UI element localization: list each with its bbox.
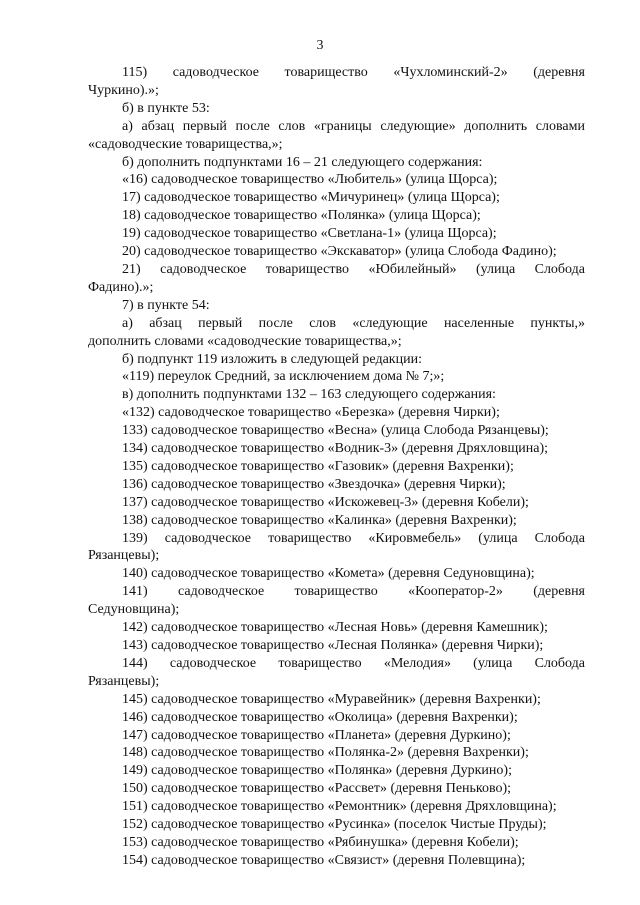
document-body bbox=[88, 64, 585, 870]
paragraph-line: 135) садоводческое товарищество «Газовик» (деревня Вахренки); bbox=[122, 458, 514, 474]
paragraph-line: «132) садоводческое товарищество «Березка» (деревня Чирки); bbox=[122, 405, 500, 421]
paragraph-line: 139) садоводческое товарищество «Кировмебель» (улица Слобода bbox=[122, 530, 585, 546]
paragraph-line: 151) садоводческое товарищество «Ремонтник» (деревня Дряхловщина); bbox=[122, 799, 557, 815]
paragraph-line: Седуновщина); bbox=[88, 602, 180, 618]
paragraph-line: Чуркино).»; bbox=[88, 82, 159, 98]
paragraph-line: 148) садоводческое товарищество «Полянка-2» (деревня Вахренки); bbox=[122, 745, 529, 761]
paragraph-line: 141) садоводческое товарищество «Кооператор-2» (деревня bbox=[122, 584, 585, 600]
paragraph-line: 149) садоводческое товарищество «Полянка» (деревня Дуркино); bbox=[122, 763, 512, 779]
paragraph-line: 134) садоводческое товарищество «Водник-3» (деревня Дряхловщина); bbox=[122, 441, 549, 457]
paragraph-line: 142) садоводческое товарищество «Лесная Новь» (деревня Камешник); bbox=[122, 620, 548, 636]
paragraph-line: «садоводческие товарищества,»; bbox=[88, 136, 283, 152]
paragraph-line: а) абзац первый после слов «следующие населенные пункты,» bbox=[122, 315, 585, 331]
paragraph-line: 144) садоводческое товарищество «Мелодия» (улица Слобода bbox=[122, 655, 585, 671]
paragraph-line: 19) садоводческое товарищество «Светлана-1» (улица Щорса); bbox=[122, 226, 497, 242]
paragraph-line: «16) садоводческое товарищество «Любитель» (улица Щорса); bbox=[122, 172, 498, 188]
paragraph-line: Рязанцевы); bbox=[88, 548, 160, 564]
paragraph-line: 140) садоводческое товарищество «Комета» (деревня Седуновщина); bbox=[122, 566, 535, 582]
paragraph-line: 138) садоводческое товарищество «Калинка» (деревня Вахренки); bbox=[122, 512, 517, 528]
paragraph-line: 133) садоводческое товарищество «Весна» (улица Слобода Рязанцевы); bbox=[122, 423, 549, 439]
paragraph-line: 154) садоводческое товарищество «Связист» (деревня Полевщина); bbox=[122, 852, 526, 868]
paragraph-line: а) абзац первый после слов «границы следующие» дополнить словами bbox=[122, 118, 585, 134]
paragraph-line: 20) садоводческое товарищество «Экскаватор» (улица Слобода Фадино); bbox=[122, 244, 557, 260]
paragraph-line: в) дополнить подпунктами 132 – 163 следующего содержания: bbox=[122, 387, 496, 403]
paragraph-line: дополнить словами «садоводческие товарищества,»; bbox=[88, 333, 402, 349]
paragraph-line: б) в пункте 53: bbox=[122, 100, 210, 116]
paragraph-line: 137) садоводческое товарищество «Искожевец-3» (деревня Кобели); bbox=[122, 494, 529, 510]
paragraph-line: «119) переулок Средний, за исключением дома № 7;»; bbox=[122, 369, 445, 385]
paragraph-line: 136) садоводческое товарищество «Звездочка» (деревня Чирки); bbox=[122, 476, 506, 492]
paragraph-line: 152) садоводческое товарищество «Русинка» (поселок Чистые Пруды); bbox=[122, 817, 547, 833]
paragraph-line: 147) садоводческое товарищество «Планета» (деревня Дуркино); bbox=[122, 727, 511, 743]
paragraph-line: 115) садоводческое товарищество «Чухломинский-2» (деревня bbox=[122, 65, 585, 80]
paragraph-line: 17) садоводческое товарищество «Мичуринец» (улица Щорса); bbox=[122, 190, 500, 206]
paragraph-line: Фадино).»; bbox=[88, 279, 154, 295]
paragraph-line: 150) садоводческое товарищество «Рассвет» (деревня Пеньково); bbox=[122, 781, 512, 797]
paragraph-line: Рязанцевы); bbox=[88, 673, 160, 689]
paragraph-line: 21) садоводческое товарищество «Юбилейный» (улица Слобода bbox=[122, 261, 585, 277]
paragraph-line: 153) садоводческое товарищество «Рябинушка» (деревня Кобели); bbox=[122, 834, 519, 850]
paragraph-line: 18) садоводческое товарищество «Полянка» (улица Щорса); bbox=[122, 208, 481, 224]
paragraph-line: 7) в пункте 54: bbox=[122, 297, 210, 313]
paragraph-line: 143) садоводческое товарищество «Лесная Полянка» (деревня Чирки); bbox=[122, 638, 544, 653]
paragraph-line: б) дополнить подпунктами 16 – 21 следующего содержания: bbox=[122, 154, 483, 170]
paragraph-line: 146) садоводческое товарищество «Околица» (деревня Вахренки); bbox=[122, 709, 518, 725]
paragraph-line: 145) садоводческое товарищество «Муравейник» (деревня Вахренки); bbox=[122, 691, 541, 707]
page-number: 3 bbox=[316, 38, 324, 53]
paragraph-line: б) подпункт 119 изложить в следующей редакции: bbox=[122, 351, 422, 367]
